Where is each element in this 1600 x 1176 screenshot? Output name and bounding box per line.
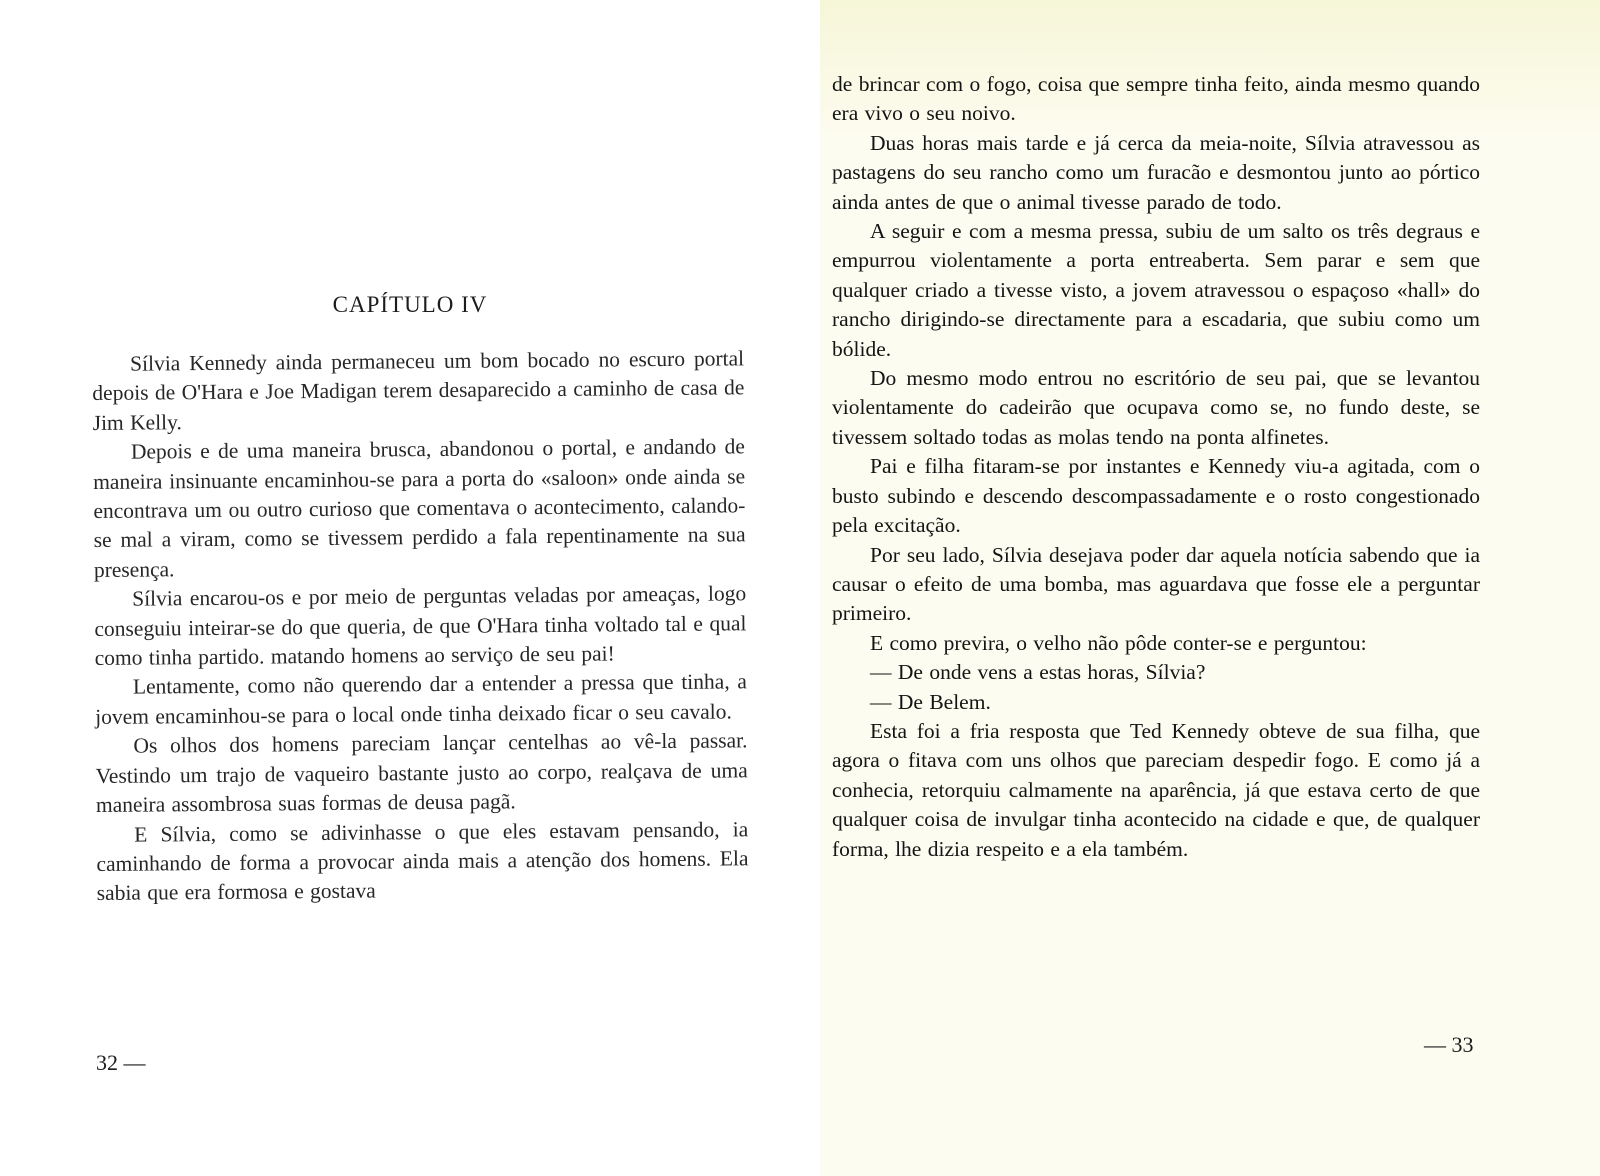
paragraph: Por seu lado, Sílvia desejava poder dar aquela notícia sabendo que ia causar o efeito de uma bomba, mas aguardava que fosse ele a perguntar primeiro. <box>832 542 1480 626</box>
paragraph: Duas horas mais tarde e já cerca da meia-noite, Sílvia atravessou as pastagens do seu rancho como um furacão e desmontou junto ao pórtico ainda antes de que o animal tivesse parado de todo. <box>832 130 1480 214</box>
page-number-left: 32 — <box>96 1050 146 1075</box>
paragraph: E como previra, o velho não pôde conter-se e perguntou: <box>870 630 1367 655</box>
right-page <box>820 0 1600 1176</box>
right-page-text <box>832 70 1480 864</box>
paragraph: Do mesmo modo entrou no escritório de seu pai, que se levantou violentamente do cadeirão que ocupava como se, no fundo deste, se tivessem soltado todas as molas tendo na ponta alfinetes. <box>832 366 1480 449</box>
left-page-text <box>92 344 749 908</box>
paragraph-continued: de brincar com o fogo, coisa que sempre tinha feito, ainda mesmo quando era vivo o seu noivo. <box>832 72 1480 126</box>
paragraph: Lentamente, como não querendo dar a entender a pressa que tinha, a jovem encaminhou-se para o local onde tinha deixado ficar o seu cavalo. <box>95 669 748 729</box>
paragraph: Sílvia Kennedy ainda permaneceu um bom bocado no escuro portal depois de O'Hara e Joe Madigan terem desaparecido a caminho de casa de Jim Kelly. <box>92 346 745 435</box>
paragraph: Pai e filha fitaram-se por instantes e Kennedy viu-a agitada, com o busto subindo e descendo descompassadamente e o rosto congestionado pela excitação. <box>832 454 1480 538</box>
chapter-title: CAPÍTULO IV <box>332 292 488 317</box>
dialogue-line: — De onde vens a estas horas, Sílvia? <box>870 660 1206 685</box>
paragraph: Os olhos dos homens pareciam lançar centelhas ao vê-la passar. Vestindo um trajo de vaqueiro bastante justo ao corpo, realçava de uma maneira assombrosa suas formas de deusa pagã. <box>95 728 748 818</box>
paragraph: Sílvia encarou-os e por meio de perguntas veladas por ameaças, logo conseguiu inteirar-se do que queria, de que O'Hara tinha voltado tal e qual como tinha partido. matando homens ao serviço de seu pai! <box>94 581 747 671</box>
paragraph: E Sílvia, como se adivinhasse o que eles estavam pensando, ia caminhando de forma a provocar ainda mais a atenção dos homens. Ela sabia que era formosa e gostava <box>96 816 749 906</box>
page-number-right: — 33 <box>1424 1032 1474 1057</box>
paragraph: A seguir e com a mesma pressa, subiu de um salto os três degraus e empurrou violentamente a porta entreaberta. Sem parar e sem que qualquer criado a tivesse visto, a jovem atravessou o espaçoso «hall» do rancho dirigindo-se directamente para a escadaria, que subiu como um bólide. <box>832 219 1480 361</box>
paragraph: Esta foi a fria resposta que Ted Kennedy obteve de sua filha, que agora o fitava com uns olhos que pareciam despedir fogo. E como já a conhecia, retorquiu calmamente na aparência, já que estava certo de que qualquer coisa de invulgar tinha acontecido na cidade e que, de qualquer forma, lhe dizia respeito e a ela também. <box>832 718 1480 861</box>
paragraph: Depois e de uma maneira brusca, abandonou o portal, e andando de maneira insinuante encaminhou-se para a porta do «saloon» onde ainda se encontrava um ou outro curioso que comentava o acontecimento, calando-se mal a viram, como se tivessem perdido a fala repentinamente na sua presença. <box>93 434 746 582</box>
dialogue-line: — De Belem. <box>870 689 991 714</box>
